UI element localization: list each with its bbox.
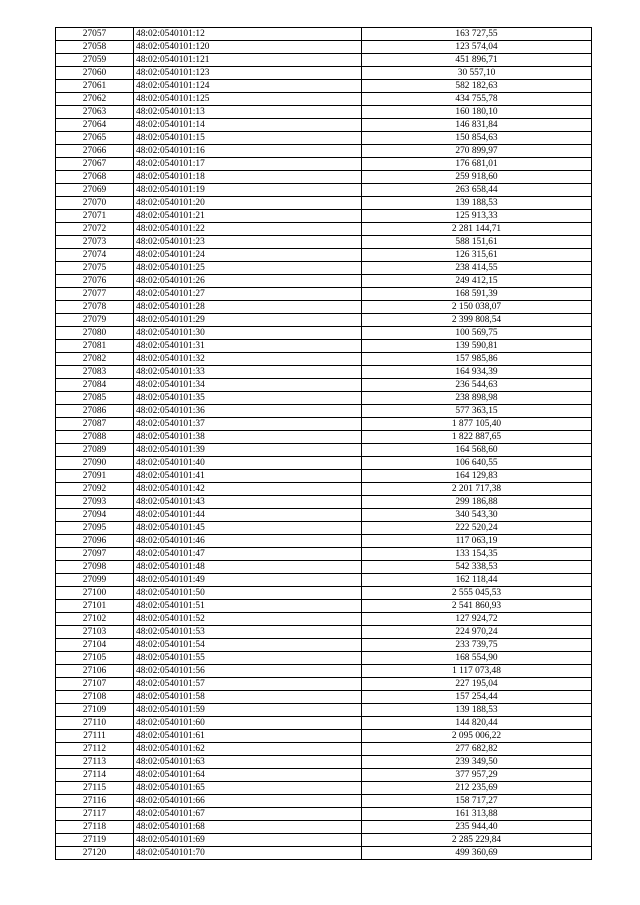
cadastral-value: 2 285 229,84 [362, 834, 592, 847]
cadastral-number: 48:02:0540101:120 [134, 41, 362, 54]
table-row [56, 236, 592, 249]
table-row [56, 730, 592, 743]
table-row [56, 678, 592, 691]
cadastral-number: 48:02:0540101:35 [134, 392, 362, 405]
cadastral-number: 48:02:0540101:56 [134, 665, 362, 678]
cadastral-value: 144 820,44 [362, 717, 592, 730]
cadastral-number: 48:02:0540101:41 [134, 470, 362, 483]
row-number: 27059 [56, 54, 134, 67]
row-number: 27111 [56, 730, 134, 743]
cadastral-number: 48:02:0540101:58 [134, 691, 362, 704]
row-number: 27088 [56, 431, 134, 444]
table-row [56, 756, 592, 769]
row-number: 27099 [56, 574, 134, 587]
cadastral-number: 48:02:0540101:28 [134, 301, 362, 314]
row-number: 27076 [56, 275, 134, 288]
table-row [56, 392, 592, 405]
cadastral-number: 48:02:0540101:53 [134, 626, 362, 639]
cadastral-value: 233 739,75 [362, 639, 592, 652]
row-number: 27065 [56, 132, 134, 145]
cadastral-value: 146 831,84 [362, 119, 592, 132]
table-row [56, 795, 592, 808]
table-row [56, 821, 592, 834]
cadastral-value: 2 541 860,93 [362, 600, 592, 613]
cadastral-value: 451 896,71 [362, 54, 592, 67]
table-row [56, 418, 592, 431]
row-number: 27110 [56, 717, 134, 730]
table-row [56, 535, 592, 548]
row-number: 27075 [56, 262, 134, 275]
row-number: 27072 [56, 223, 134, 236]
cadastral-value: 117 063,19 [362, 535, 592, 548]
row-number: 27101 [56, 600, 134, 613]
cadastral-number: 48:02:0540101:24 [134, 249, 362, 262]
row-number: 27102 [56, 613, 134, 626]
cadastral-value: 162 118,44 [362, 574, 592, 587]
cadastral-number: 48:02:0540101:27 [134, 288, 362, 301]
cadastral-value: 157 985,86 [362, 353, 592, 366]
table-row [56, 665, 592, 678]
cadastral-value: 139 188,53 [362, 197, 592, 210]
cadastral-number: 48:02:0540101:54 [134, 639, 362, 652]
row-number: 27114 [56, 769, 134, 782]
cadastral-number: 48:02:0540101:43 [134, 496, 362, 509]
cadastral-value: 123 574,04 [362, 41, 592, 54]
row-number: 27112 [56, 743, 134, 756]
cadastral-number: 48:02:0540101:15 [134, 132, 362, 145]
cadastral-value: 239 349,50 [362, 756, 592, 769]
cadastral-value: 163 727,55 [362, 28, 592, 41]
table-row [56, 431, 592, 444]
cadastral-number: 48:02:0540101:13 [134, 106, 362, 119]
cadastral-number: 48:02:0540101:16 [134, 145, 362, 158]
table-row [56, 145, 592, 158]
cadastral-value: 259 918,60 [362, 171, 592, 184]
row-number: 27089 [56, 444, 134, 457]
table-row [56, 366, 592, 379]
table-row [56, 288, 592, 301]
cadastral-value: 377 957,29 [362, 769, 592, 782]
table-row [56, 639, 592, 652]
cadastral-value: 270 899,97 [362, 145, 592, 158]
table-row [56, 691, 592, 704]
table-row [56, 847, 592, 860]
table-row [56, 93, 592, 106]
table-row [56, 613, 592, 626]
table-row [56, 561, 592, 574]
row-number: 27080 [56, 327, 134, 340]
cadastral-value: 1 822 887,65 [362, 431, 592, 444]
table-row [56, 54, 592, 67]
cadastral-number: 48:02:0540101:64 [134, 769, 362, 782]
row-number: 27098 [56, 561, 134, 574]
cadastral-number: 48:02:0540101:29 [134, 314, 362, 327]
cadastral-number: 48:02:0540101:60 [134, 717, 362, 730]
table-row [56, 470, 592, 483]
table-row [56, 197, 592, 210]
cadastral-value: 263 658,44 [362, 184, 592, 197]
table-row [56, 67, 592, 80]
row-number: 27093 [56, 496, 134, 509]
table-row [56, 522, 592, 535]
cadastral-number: 48:02:0540101:39 [134, 444, 362, 457]
cadastral-number: 48:02:0540101:121 [134, 54, 362, 67]
row-number: 27086 [56, 405, 134, 418]
row-number: 27118 [56, 821, 134, 834]
cadastral-number: 48:02:0540101:40 [134, 457, 362, 470]
table-row [56, 483, 592, 496]
cadastral-value: 2 201 717,38 [362, 483, 592, 496]
cadastral-number: 48:02:0540101:67 [134, 808, 362, 821]
row-number: 27079 [56, 314, 134, 327]
table-row [56, 782, 592, 795]
row-number: 27082 [56, 353, 134, 366]
row-number: 27071 [56, 210, 134, 223]
cadastral-number: 48:02:0540101:12 [134, 28, 362, 41]
cadastral-value: 168 554,90 [362, 652, 592, 665]
row-number: 27117 [56, 808, 134, 821]
cadastral-value: 106 640,55 [362, 457, 592, 470]
row-number: 27069 [56, 184, 134, 197]
cadastral-number: 48:02:0540101:21 [134, 210, 362, 223]
table-row [56, 704, 592, 717]
table-row [56, 158, 592, 171]
table-body [56, 28, 592, 860]
cadastral-number: 48:02:0540101:32 [134, 353, 362, 366]
cadastral-number: 48:02:0540101:31 [134, 340, 362, 353]
cadastral-number: 48:02:0540101:42 [134, 483, 362, 496]
row-number: 27100 [56, 587, 134, 600]
cadastral-value: 164 568,60 [362, 444, 592, 457]
row-number: 27062 [56, 93, 134, 106]
table-row [56, 353, 592, 366]
cadastral-value: 2 555 045,53 [362, 587, 592, 600]
cadastral-value: 161 313,88 [362, 808, 592, 821]
table-row [56, 587, 592, 600]
row-number: 27058 [56, 41, 134, 54]
table-row [56, 405, 592, 418]
table-row [56, 457, 592, 470]
row-number: 27057 [56, 28, 134, 41]
table-row [56, 379, 592, 392]
row-number: 27095 [56, 522, 134, 535]
table-row [56, 743, 592, 756]
row-number: 27104 [56, 639, 134, 652]
cadastral-value: 1 877 105,40 [362, 418, 592, 431]
table-row [56, 717, 592, 730]
row-number: 27060 [56, 67, 134, 80]
cadastral-value: 434 755,78 [362, 93, 592, 106]
cadastral-number: 48:02:0540101:34 [134, 379, 362, 392]
cadastral-value: 340 543,30 [362, 509, 592, 522]
row-number: 27081 [56, 340, 134, 353]
row-number: 27116 [56, 795, 134, 808]
row-number: 27084 [56, 379, 134, 392]
cadastral-value: 30 557,10 [362, 67, 592, 80]
row-number: 27066 [56, 145, 134, 158]
table-row [56, 171, 592, 184]
table-row [56, 314, 592, 327]
row-number: 27064 [56, 119, 134, 132]
row-number: 27097 [56, 548, 134, 561]
cadastral-value: 125 913,33 [362, 210, 592, 223]
row-number: 27094 [56, 509, 134, 522]
table-row [56, 340, 592, 353]
cadastral-value: 139 590,81 [362, 340, 592, 353]
cadastral-value: 542 338,53 [362, 561, 592, 574]
cadastral-number: 48:02:0540101:123 [134, 67, 362, 80]
cadastral-value: 150 854,63 [362, 132, 592, 145]
cadastral-number: 48:02:0540101:14 [134, 119, 362, 132]
cadastral-value: 212 235,69 [362, 782, 592, 795]
table-row [56, 132, 592, 145]
cadastral-number: 48:02:0540101:45 [134, 522, 362, 535]
cadastral-value: 127 924,72 [362, 613, 592, 626]
cadastral-number: 48:02:0540101:66 [134, 795, 362, 808]
row-number: 27109 [56, 704, 134, 717]
row-number: 27073 [56, 236, 134, 249]
cadastral-value: 2 281 144,71 [362, 223, 592, 236]
cadastral-number: 48:02:0540101:68 [134, 821, 362, 834]
cadastral-number: 48:02:0540101:125 [134, 93, 362, 106]
cadastral-number: 48:02:0540101:55 [134, 652, 362, 665]
cadastral-number: 48:02:0540101:18 [134, 171, 362, 184]
cadastral-number: 48:02:0540101:51 [134, 600, 362, 613]
table-row [56, 496, 592, 509]
table-row [56, 626, 592, 639]
cadastral-value: 2 150 038,07 [362, 301, 592, 314]
cadastral-value: 164 934,39 [362, 366, 592, 379]
cadastral-number: 48:02:0540101:30 [134, 327, 362, 340]
row-number: 27103 [56, 626, 134, 639]
cadastral-value: 577 363,15 [362, 405, 592, 418]
table-row [56, 834, 592, 847]
table-row [56, 106, 592, 119]
table-row [56, 509, 592, 522]
row-number: 27070 [56, 197, 134, 210]
table-row [56, 327, 592, 340]
cadastral-value: 160 180,10 [362, 106, 592, 119]
row-number: 27068 [56, 171, 134, 184]
cadastral-number: 48:02:0540101:46 [134, 535, 362, 548]
row-number: 27106 [56, 665, 134, 678]
cadastral-value: 299 186,88 [362, 496, 592, 509]
cadastral-value: 277 682,82 [362, 743, 592, 756]
table-row [56, 210, 592, 223]
cadastral-value: 224 970,24 [362, 626, 592, 639]
cadastral-value: 168 591,39 [362, 288, 592, 301]
table-row [56, 41, 592, 54]
cadastral-number: 48:02:0540101:57 [134, 678, 362, 691]
row-number: 27077 [56, 288, 134, 301]
table-row [56, 223, 592, 236]
table-row [56, 808, 592, 821]
cadastral-number: 48:02:0540101:26 [134, 275, 362, 288]
table-row [56, 444, 592, 457]
cadastral-number: 48:02:0540101:48 [134, 561, 362, 574]
cadastral-number: 48:02:0540101:52 [134, 613, 362, 626]
cadastral-value: 158 717,27 [362, 795, 592, 808]
cadastral-value: 249 412,15 [362, 275, 592, 288]
row-number: 27078 [56, 301, 134, 314]
row-number: 27096 [56, 535, 134, 548]
cadastral-value: 1 117 073,48 [362, 665, 592, 678]
row-number: 27085 [56, 392, 134, 405]
table-row [56, 652, 592, 665]
row-number: 27105 [56, 652, 134, 665]
cadastral-value: 2 095 006,22 [362, 730, 592, 743]
cadastral-value: 164 129,83 [362, 470, 592, 483]
row-number: 27074 [56, 249, 134, 262]
cadastral-value: 100 569,75 [362, 327, 592, 340]
table-row [56, 769, 592, 782]
cadastral-number: 48:02:0540101:44 [134, 509, 362, 522]
cadastral-number: 48:02:0540101:59 [134, 704, 362, 717]
cadastral-number: 48:02:0540101:20 [134, 197, 362, 210]
cadastral-value: 176 681,01 [362, 158, 592, 171]
table-row [56, 249, 592, 262]
table-row [56, 80, 592, 93]
row-number: 27087 [56, 418, 134, 431]
cadastral-value: 126 315,61 [362, 249, 592, 262]
row-number: 27113 [56, 756, 134, 769]
cadastral-number: 48:02:0540101:70 [134, 847, 362, 860]
cadastral-number: 48:02:0540101:38 [134, 431, 362, 444]
cadastral-value: 222 520,24 [362, 522, 592, 535]
cadastral-number: 48:02:0540101:17 [134, 158, 362, 171]
row-number: 27092 [56, 483, 134, 496]
cadastral-number: 48:02:0540101:69 [134, 834, 362, 847]
table-row [56, 28, 592, 41]
cadastral-number: 48:02:0540101:23 [134, 236, 362, 249]
cadastral-value: 582 182,63 [362, 80, 592, 93]
cadastral-number: 48:02:0540101:49 [134, 574, 362, 587]
row-number: 27063 [56, 106, 134, 119]
cadastral-value: 227 195,04 [362, 678, 592, 691]
cadastral-number: 48:02:0540101:124 [134, 80, 362, 93]
row-number: 27119 [56, 834, 134, 847]
cadastral-value: 236 544,63 [362, 379, 592, 392]
cadastral-number: 48:02:0540101:61 [134, 730, 362, 743]
table-row [56, 184, 592, 197]
row-number: 27061 [56, 80, 134, 93]
cadastral-value: 235 944,40 [362, 821, 592, 834]
cadastral-number: 48:02:0540101:62 [134, 743, 362, 756]
cadastral-number: 48:02:0540101:22 [134, 223, 362, 236]
table-row [56, 275, 592, 288]
cadastral-value: 238 414,55 [362, 262, 592, 275]
cadastral-value: 238 898,98 [362, 392, 592, 405]
row-number: 27091 [56, 470, 134, 483]
table-row [56, 548, 592, 561]
cadastral-number: 48:02:0540101:63 [134, 756, 362, 769]
cadastral-value: 2 399 808,54 [362, 314, 592, 327]
cadastral-number: 48:02:0540101:47 [134, 548, 362, 561]
cadastral-number: 48:02:0540101:65 [134, 782, 362, 795]
cadastral-number: 48:02:0540101:33 [134, 366, 362, 379]
cadastral-number: 48:02:0540101:37 [134, 418, 362, 431]
row-number: 27083 [56, 366, 134, 379]
cadastral-value: 133 154,35 [362, 548, 592, 561]
table-row [56, 600, 592, 613]
row-number: 27120 [56, 847, 134, 860]
cadastral-number: 48:02:0540101:50 [134, 587, 362, 600]
cadastral-number: 48:02:0540101:36 [134, 405, 362, 418]
row-number: 27107 [56, 678, 134, 691]
cadastral-value: 157 254,44 [362, 691, 592, 704]
cadastral-value: 499 360,69 [362, 847, 592, 860]
cadastral-number: 48:02:0540101:19 [134, 184, 362, 197]
table-row [56, 119, 592, 132]
table-row [56, 574, 592, 587]
row-number: 27115 [56, 782, 134, 795]
cadastral-value: 588 151,61 [362, 236, 592, 249]
table-row [56, 301, 592, 314]
row-number: 27090 [56, 457, 134, 470]
cadastral-value: 139 188,53 [362, 704, 592, 717]
table-row [56, 262, 592, 275]
cadastral-value-table [55, 27, 592, 860]
row-number: 27067 [56, 158, 134, 171]
cadastral-number: 48:02:0540101:25 [134, 262, 362, 275]
row-number: 27108 [56, 691, 134, 704]
